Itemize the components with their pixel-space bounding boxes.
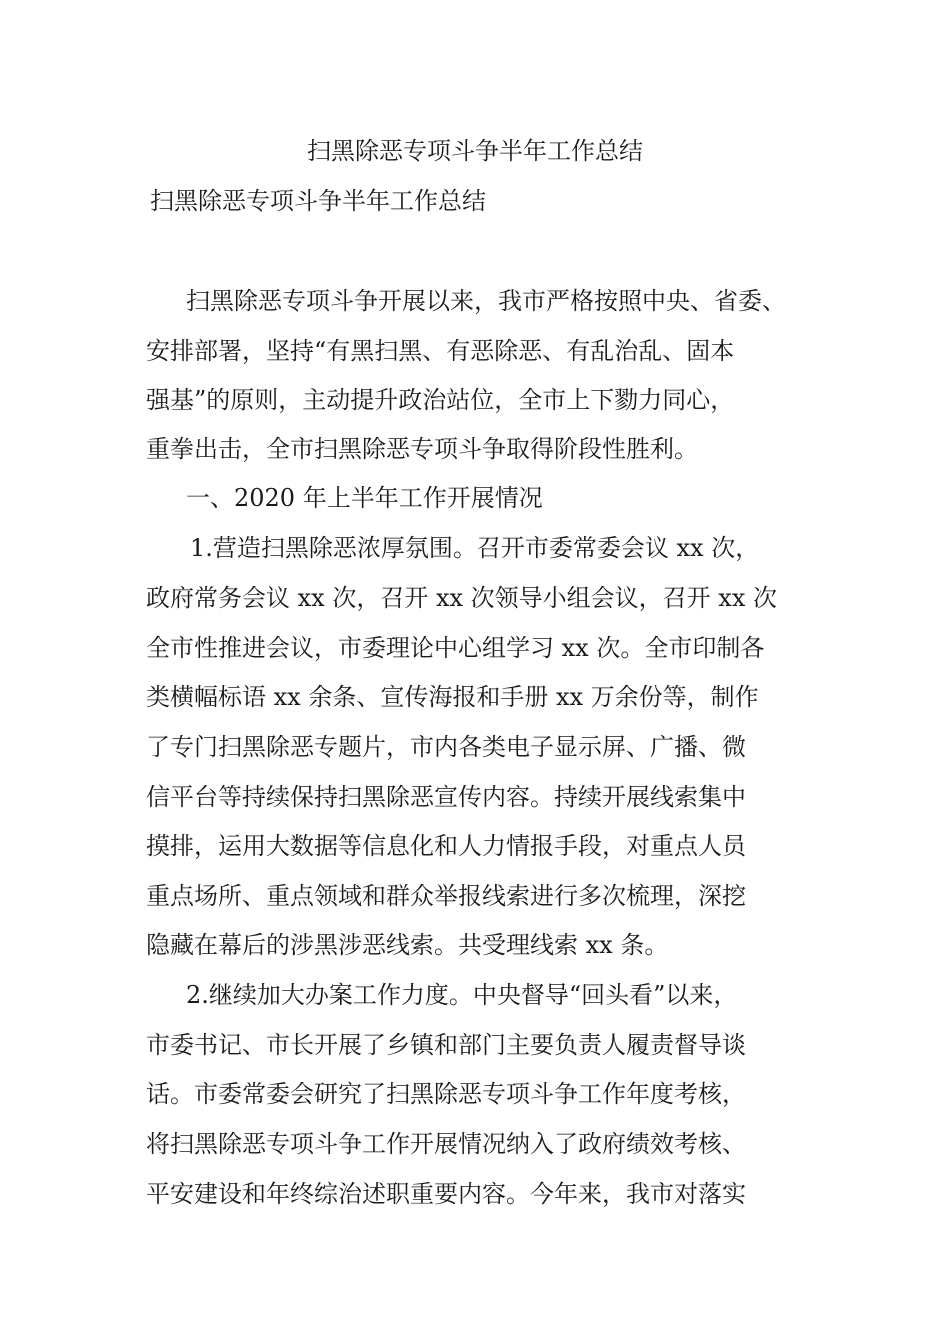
paragraph-line: 扫黑除恶专项斗争开展以来，我市严格按照中央、省委、 [186,287,786,315]
paragraph-line: 摸排，运用大数据等信息化和人力情报手段，对重点人员 [146,832,746,860]
paragraph-line: 2.继续加大办案工作力度。中央督导“回头看”以来， [186,981,738,1009]
paragraph-line: 安排部署，坚持“有黑扫黑、有恶除恶、有乱治乱、固本 [146,337,735,365]
paragraph-line: 全市性推进会议，市委理论中心组学习 xx 次。全市印制各 [146,634,765,662]
paragraph-line: 强基”的原则，主动提升政治站位，全市上下勠力同心， [146,386,735,414]
document-title: 扫黑除恶专项斗争半年工作总结 [307,137,643,165]
paragraph-line: 类横幅标语 xx 余条、宣传海报和手册 xx 万余份等，制作 [146,683,759,711]
paragraph-line: 重点场所、重点领域和群众举报线索进行多次梳理，深挖 [146,882,746,910]
paragraph-line: 市委书记、市长开展了乡镇和部门主要负责人履责督导谈 [146,1031,746,1059]
paragraph-line: 了专门扫黑除恶专题片，市内各类电子显示屏、广播、微 [146,733,746,761]
paragraph-line: 将扫黑除恶专项斗争工作开展情况纳入了政府绩效考核、 [146,1130,746,1158]
paragraph-line: 平安建设和年终综治述职重要内容。今年来，我市对落实 [146,1180,746,1208]
paragraph-line: 话。市委常委会研究了扫黑除恶专项斗争工作年度考核， [146,1080,746,1108]
paragraph-line: 1.营造扫黑除恶浓厚氛围。召开市委常委会议 xx 次， [190,534,760,562]
paragraph-line: 隐藏在幕后的涉黑涉恶线索。共受理线索 xx 条。 [146,931,669,959]
document-subtitle: 扫黑除恶专项斗争半年工作总结 [150,187,486,215]
paragraph-line: 信平台等持续保持扫黑除恶宣传内容。持续开展线索集中 [146,783,746,811]
section-heading: 一、2020 年上半年工作开展情况 [186,484,543,512]
paragraph-line: 政府常务会议 xx 次，召开 xx 次领导小组会议，召开 xx 次 [146,584,777,612]
paragraph-line: 重拳出击，全市扫黑除恶专项斗争取得阶段性胜利。 [146,435,698,463]
